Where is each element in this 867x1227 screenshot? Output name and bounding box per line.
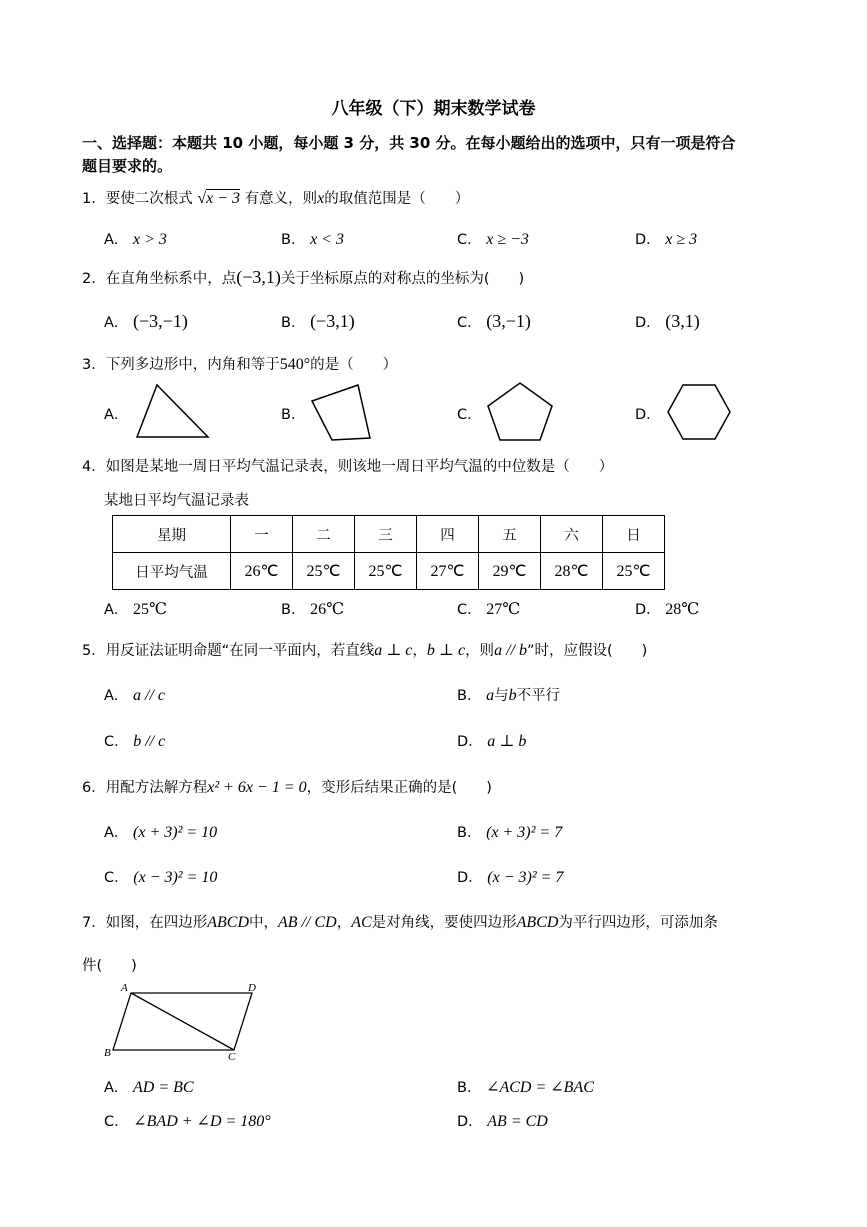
option-a[interactable]: A． x > 3 bbox=[104, 231, 167, 248]
option-d[interactable]: D． x ≥ 3 bbox=[635, 231, 698, 248]
vertex-label-d: D bbox=[248, 982, 256, 994]
equation: x² + 6x − 1 = 0 bbox=[207, 779, 307, 796]
option-b[interactable]: B． ∠ACD = ∠BAC bbox=[457, 1079, 594, 1096]
option-b[interactable]: B． 26℃ bbox=[281, 601, 344, 618]
option-a[interactable]: A． a // c bbox=[104, 687, 166, 704]
parallelogram-figure bbox=[100, 980, 270, 1065]
question-text: 的取值范围是（ ） bbox=[324, 191, 470, 207]
vertex-label-c: C bbox=[228, 1051, 236, 1063]
option-c[interactable]: C． (3,−1) bbox=[457, 311, 531, 331]
option-c[interactable]: C． x ≥ −3 bbox=[457, 231, 529, 248]
table-cell: 三 bbox=[355, 516, 417, 553]
option-d[interactable]: D． (x − 3)² = 7 bbox=[457, 869, 564, 886]
option-a[interactable]: A． AD = BC bbox=[104, 1079, 194, 1096]
option-c[interactable]: C． 27℃ bbox=[457, 601, 521, 618]
option-d[interactable]: D． a ⊥ b bbox=[457, 733, 527, 750]
option-c[interactable]: C． (x − 3)² = 10 bbox=[104, 869, 218, 886]
table-cell: 25℃ bbox=[355, 553, 417, 590]
section-heading-cont: 题目要求的。 bbox=[82, 157, 173, 175]
table-cell: 27℃ bbox=[417, 553, 479, 590]
question-text: 要使二次根式 bbox=[105, 191, 193, 207]
option-b[interactable]: B． (x + 3)² = 7 bbox=[457, 824, 563, 841]
table-cell: 日平均气温 bbox=[113, 553, 231, 590]
table-row bbox=[113, 553, 665, 590]
table-caption: 某地日平均气温记录表 bbox=[104, 493, 249, 509]
option-d[interactable]: D． 28℃ bbox=[635, 601, 700, 618]
question-text: 有意义，则 bbox=[244, 191, 318, 207]
temperature-table bbox=[112, 515, 665, 590]
option-c[interactable]: C． b // c bbox=[104, 733, 166, 750]
variable: x bbox=[317, 190, 325, 207]
question-6: 6．用配方法解方程x² + 6x − 1 = 0，变形后结果正确的是( ) bbox=[82, 779, 492, 796]
table-cell: 25℃ bbox=[603, 553, 665, 590]
question-number: 1． bbox=[82, 191, 106, 207]
option-b[interactable]: B． a与b不平行 bbox=[457, 687, 561, 704]
table-cell: 四 bbox=[417, 516, 479, 553]
table-cell: 二 bbox=[293, 516, 355, 553]
option-c[interactable]: C． ∠BAD + ∠D = 180° bbox=[104, 1113, 271, 1130]
triangle-figure[interactable] bbox=[135, 383, 215, 443]
question-5: 5．用反证法证明命题“在同一平面内，若直线a ⊥ c，b ⊥ c，则a // b”时，应假设( ) bbox=[82, 642, 648, 659]
table-row bbox=[113, 516, 665, 553]
option-d[interactable]: D． AB = CD bbox=[457, 1113, 548, 1130]
page-title: 八年级（下）期末数学试卷 bbox=[331, 99, 536, 119]
quadrilateral-figure[interactable] bbox=[308, 383, 388, 445]
option-c-label[interactable]: C． bbox=[457, 407, 482, 423]
question-7: 7．如图，在四边形ABCD中，AB // CD，AC是对角线，要使四边形ABCD为平行四边形，可添加条 bbox=[82, 914, 718, 931]
vertex-label-a: A bbox=[121, 982, 128, 994]
option-b[interactable]: B． (−3,1) bbox=[281, 311, 355, 331]
table-cell: 25℃ bbox=[293, 553, 355, 590]
question-7-cont: 件( ) bbox=[82, 958, 137, 974]
option-a[interactable]: A． 25℃ bbox=[104, 601, 167, 618]
pentagon-figure[interactable] bbox=[484, 380, 556, 444]
question-4: 4．如图是某地一周日平均气温记录表，则该地一周日平均气温的中位数是（ ） bbox=[82, 459, 614, 475]
option-d[interactable]: D． (3,1) bbox=[635, 311, 700, 331]
option-a-label[interactable]: A． bbox=[104, 407, 129, 423]
table-cell: 六 bbox=[541, 516, 603, 553]
option-a[interactable]: A． (x + 3)² = 10 bbox=[104, 824, 218, 841]
option-b[interactable]: B． x < 3 bbox=[281, 231, 344, 248]
option-a[interactable]: A． (−3,−1) bbox=[104, 311, 188, 331]
angle-value: 540° bbox=[279, 356, 311, 373]
table-cell: 28℃ bbox=[541, 553, 603, 590]
option-b-label[interactable]: B． bbox=[281, 407, 306, 423]
option-d-label[interactable]: D． bbox=[635, 407, 661, 423]
sqrt-expression: √x − 3 bbox=[197, 190, 241, 207]
point-coordinate: (−3,1) bbox=[236, 267, 281, 287]
radicand: x − 3 bbox=[206, 190, 241, 207]
table-cell: 五 bbox=[479, 516, 541, 553]
table-cell: 26℃ bbox=[231, 553, 293, 590]
vertex-label-b: B bbox=[104, 1047, 111, 1059]
hexagon-figure[interactable] bbox=[666, 383, 734, 441]
question-3: 3．下列多边形中，内角和等于540°的是（ ） bbox=[82, 356, 398, 373]
question-2: 2．在直角坐标系中，点(−3,1)关于坐标原点的对称点的坐标为( ) bbox=[82, 267, 525, 287]
question-1 bbox=[82, 187, 469, 208]
table-cell: 日 bbox=[603, 516, 665, 553]
table-cell: 星期 bbox=[113, 516, 231, 553]
section-heading: 一、选择题：本题共 10 小题，每小题 3 分，共 30 分。在每小题给出的选项中，只有一项是符合 bbox=[82, 134, 736, 152]
table-cell: 一 bbox=[231, 516, 293, 553]
table-cell: 29℃ bbox=[479, 553, 541, 590]
